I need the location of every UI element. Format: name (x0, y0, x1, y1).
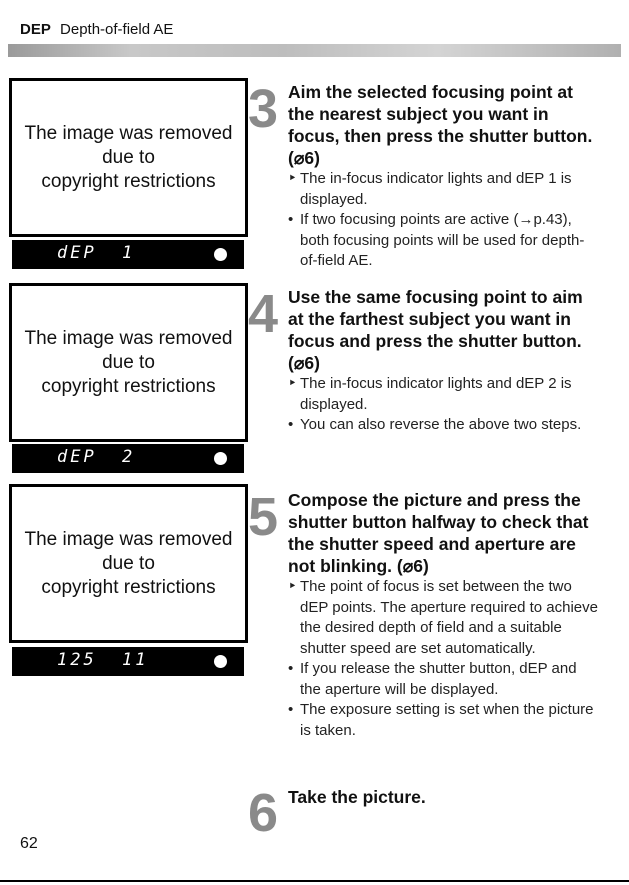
bullet-mark: • (288, 211, 294, 228)
focus-indicator-icon (214, 452, 227, 465)
bullet-item (288, 577, 598, 659)
focus-indicator-icon (214, 248, 227, 261)
page-header (20, 21, 173, 38)
image-placeholder-2 (9, 283, 248, 442)
bullet-text: The point of focus is set between the two dEP points. The aperture required to achieve the desired depth of field and a suitable shutter speed are set automatically. (300, 578, 598, 657)
step-title: Compose the picture and press the shutter button halfway to check that the shutter speed and aperture are not blinking. (⌀6) (288, 490, 589, 576)
bullet-text: If you release the shutter button, dEP and the aperture will be displayed. (300, 660, 577, 698)
bullet-item (288, 169, 598, 210)
placeholder-line: due to (102, 552, 155, 574)
lcd-value: 2 (122, 447, 136, 467)
mode-code: DEP (20, 21, 51, 38)
lcd-mode: dEP (57, 243, 97, 263)
placeholder-line: The image was removed (24, 122, 233, 144)
step-number: 6 (248, 783, 279, 843)
page-number: 62 (20, 835, 38, 852)
bullet-text: The in-focus indicator lights and dEP 2 is displayed. (300, 375, 572, 413)
step-6 (288, 786, 598, 808)
step-title: Take the picture. (288, 787, 426, 807)
lcd-panel-3 (12, 647, 244, 676)
header-rule (8, 44, 621, 57)
bullet-text: If two focusing points are active (→p.43), both focusing points will be used for depth-of-field AE. (300, 211, 585, 269)
step-5 (288, 489, 598, 741)
bullet-item (288, 210, 598, 272)
lcd-aperture: 11 (122, 650, 149, 670)
placeholder-line: due to (102, 146, 155, 168)
step-3 (288, 81, 598, 272)
lcd-panel-2 (12, 444, 244, 473)
image-placeholder-1 (9, 78, 248, 237)
placeholder-line: copyright restrictions (41, 576, 216, 598)
section-title: Depth-of-field AE (60, 21, 174, 38)
placeholder-line: The image was removed (24, 528, 233, 550)
step-number: 4 (248, 284, 279, 344)
placeholder-line: due to (102, 351, 155, 373)
step-number: 5 (248, 487, 279, 547)
step-number: 3 (248, 79, 279, 139)
bullet-item (288, 415, 598, 436)
bullet-mark: • (288, 416, 294, 433)
lcd-mode: dEP (57, 447, 97, 467)
image-placeholder-3 (9, 484, 248, 643)
focus-indicator-icon (214, 655, 227, 668)
step-title: Use the same focusing point to aim at the farthest subject you want in focus and press the shutter button. (⌀6) (288, 287, 583, 373)
bullet-text: The exposure setting is set when the picture is taken. (300, 701, 594, 739)
bullet-mark: • (288, 701, 294, 718)
bullet-text: The in-focus indicator lights and dEP 1 is displayed. (300, 170, 572, 208)
placeholder-line: copyright restrictions (41, 375, 216, 397)
lcd-panel-1 (12, 240, 244, 269)
bullet-item (288, 374, 598, 415)
placeholder-line: copyright restrictions (41, 170, 216, 192)
lcd-shutter-speed: 125 (57, 650, 97, 670)
step-title: Aim the selected focusing point at the nearest subject you want in focus, then press the shutter button. (⌀6) (288, 82, 593, 168)
lcd-value: 1 (122, 243, 136, 263)
footer-rule (0, 880, 629, 882)
step-4 (288, 286, 598, 436)
bullet-mark: ‣ (288, 578, 297, 595)
bullet-mark: • (288, 660, 294, 677)
bullet-item (288, 700, 598, 741)
bullet-mark: ‣ (288, 375, 297, 392)
bullet-item (288, 659, 598, 700)
bullet-mark: ‣ (288, 170, 297, 187)
bullet-text: You can also reverse the above two steps. (300, 416, 582, 433)
placeholder-line: The image was removed (24, 327, 233, 349)
